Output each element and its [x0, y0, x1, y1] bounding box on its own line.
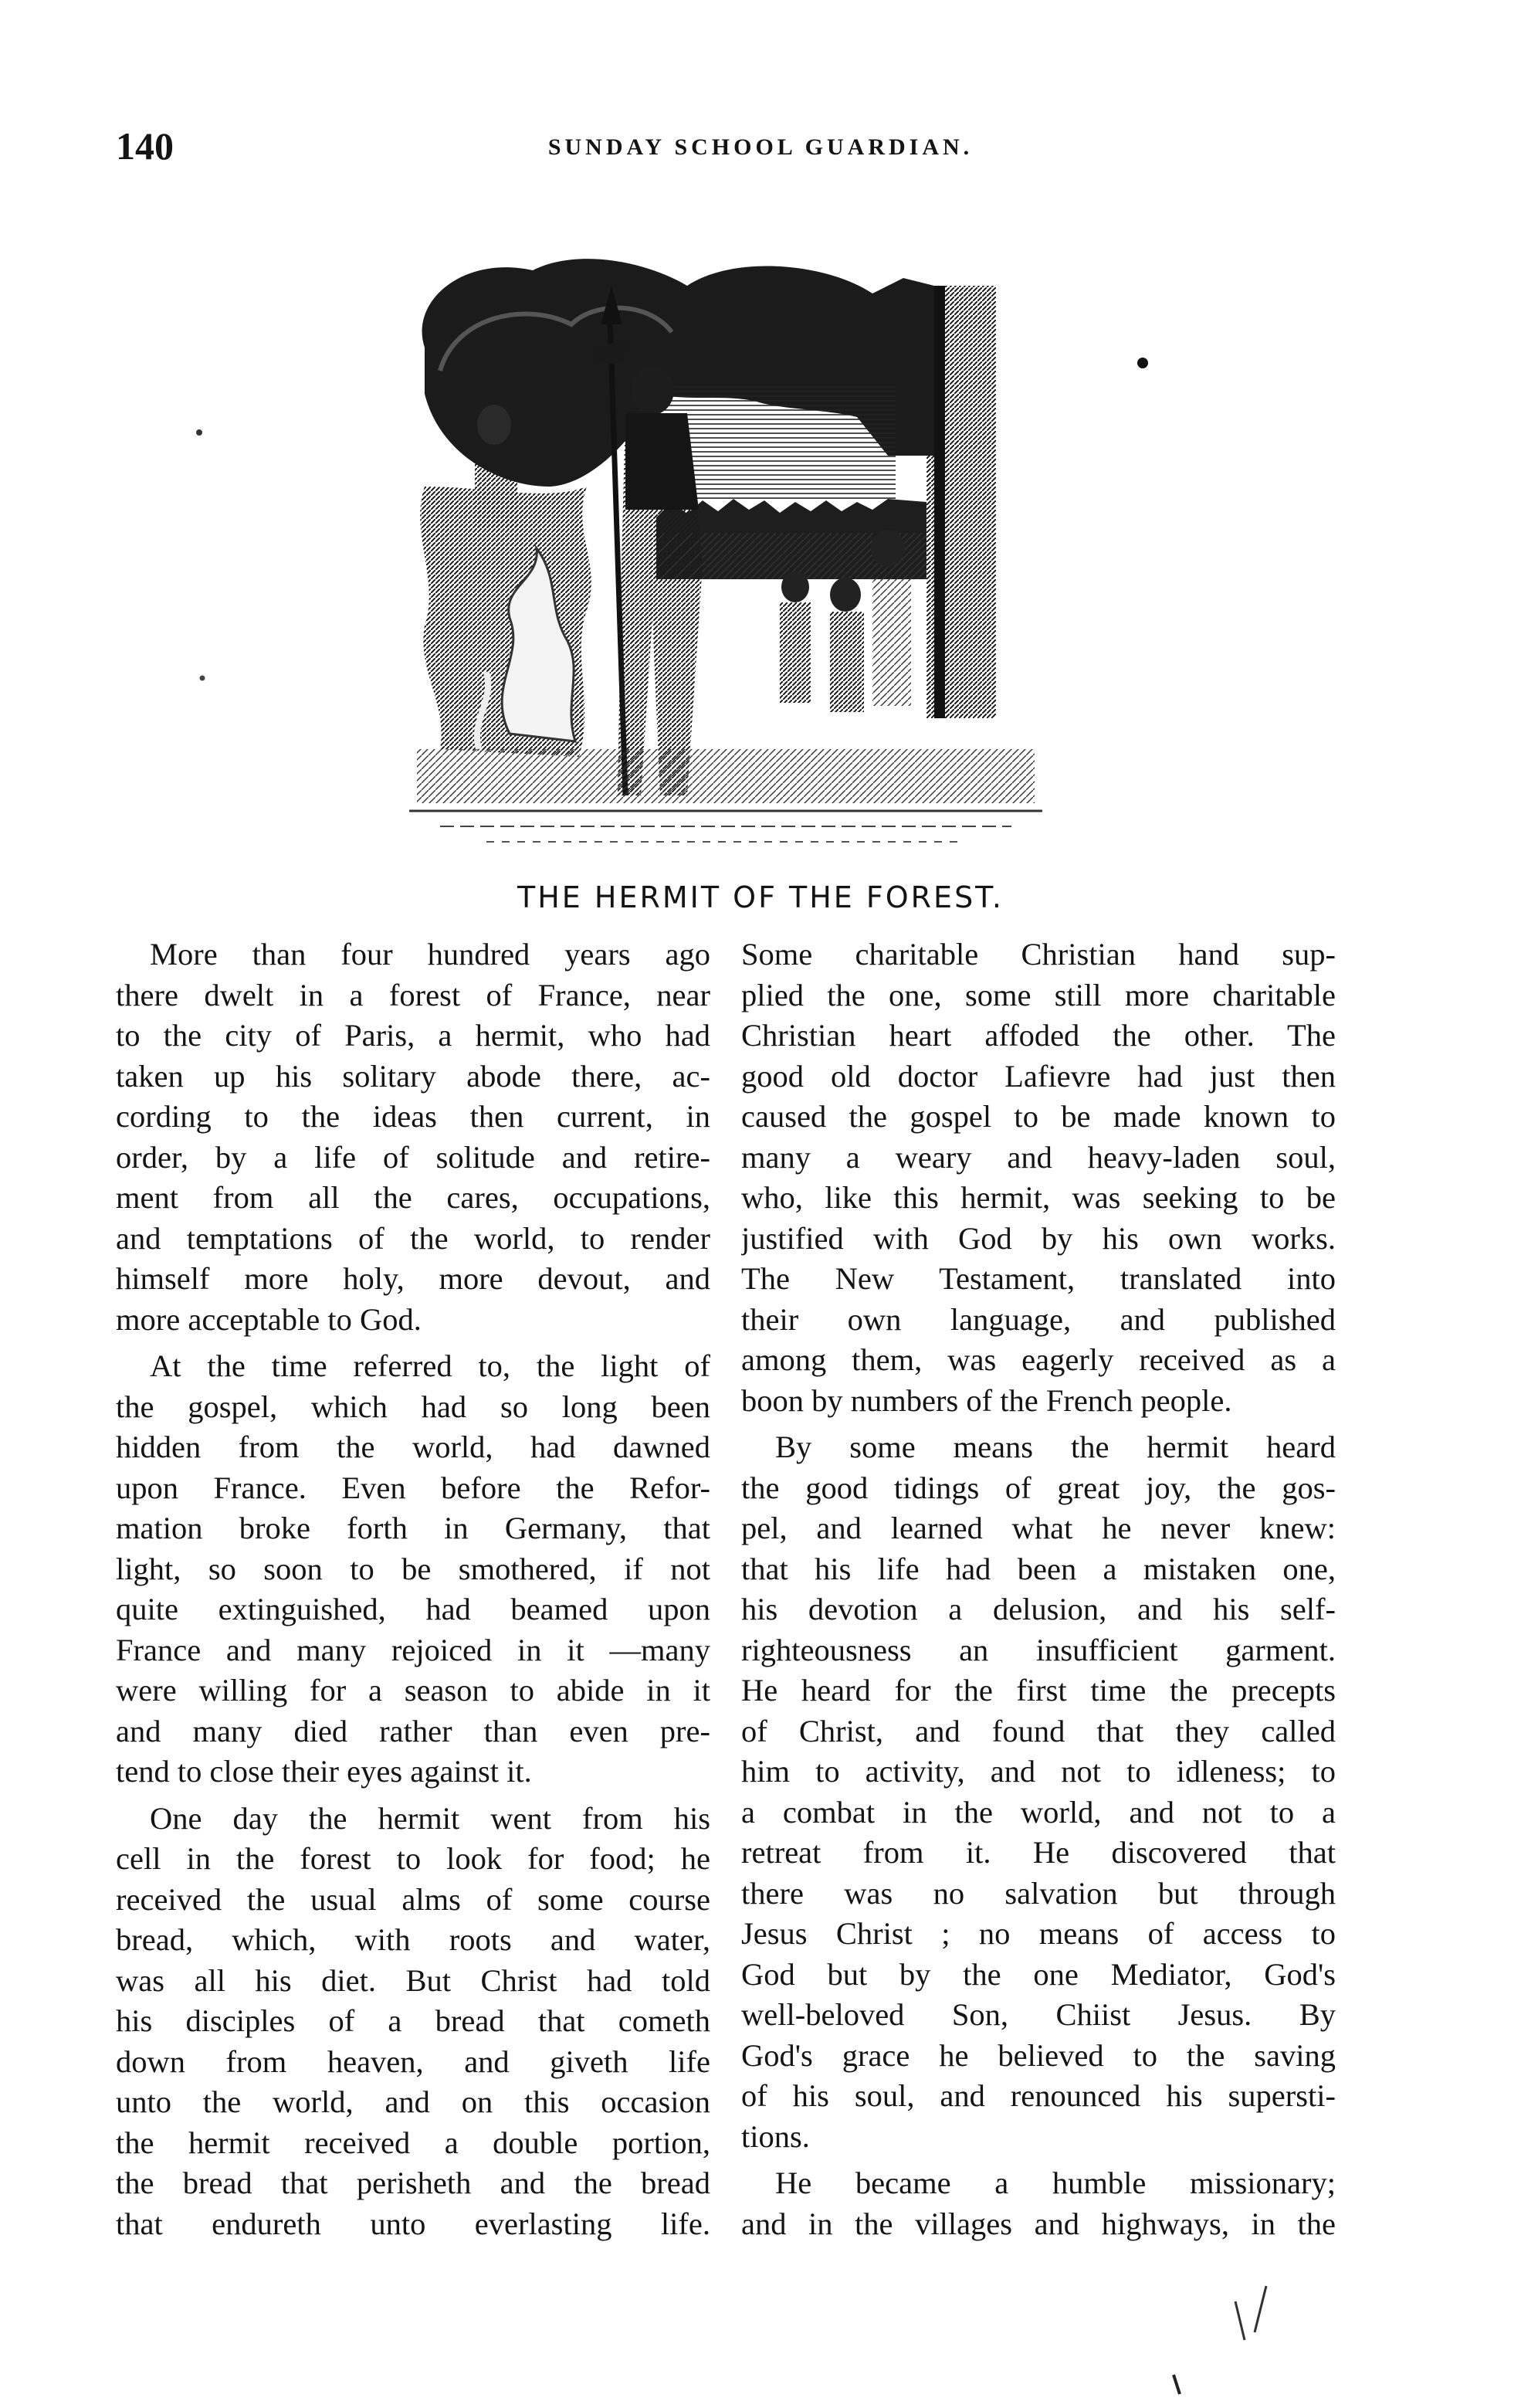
text-line: light, so soon to be smothered, if not	[116, 1551, 710, 1586]
text-line: upon France. Even before the Refor-	[116, 1470, 710, 1505]
text-line: the bread that perisheth and the bread	[116, 2166, 710, 2200]
text-line: and many died rather than even pre-	[116, 1713, 710, 1748]
text-line: good old doctor Lafievre had just then	[741, 1058, 1336, 1094]
text-line: God but by the one Mediator, God's	[741, 1956, 1336, 1992]
text-line: the hermit received a double portion,	[116, 2125, 710, 2160]
engraving-illustration	[394, 255, 1065, 865]
text-line: bread, which, with roots and water,	[116, 1922, 710, 1957]
text-line: unto the world, and on this occasion	[116, 2084, 710, 2119]
right-column	[741, 934, 1336, 2244]
text-line: of his soul, and renounced his supersti-	[741, 2078, 1336, 2113]
text-line: God's grace he believed to the saving	[741, 2037, 1336, 2073]
text-line: The New Testament, translated into	[741, 1261, 1336, 1296]
text-line: He became a humble missionary;	[775, 2166, 1336, 2200]
text-line: there dwelt in a forest of France, near	[116, 977, 710, 1012]
text-line: his disciples of a bread that cometh	[116, 2003, 710, 2038]
text-line: France and many rejoiced in it —many	[116, 1632, 710, 1667]
text-line: pel, and learned what he never knew:	[741, 1511, 1336, 1545]
text-line: him to activity, and not to idleness; to	[741, 1754, 1336, 1789]
text-line: well-beloved Son, Chiist Jesus. By	[741, 1997, 1336, 2032]
text-line: plied the one, some still more charitable	[741, 977, 1336, 1012]
text-line: that his life had been a mistaken one,	[741, 1551, 1336, 1586]
text-line: his devotion a delusion, and his self-	[741, 1592, 1336, 1626]
text-line: more acceptable to God.	[116, 1301, 422, 1337]
text-line: was all his diet. But Christ had told	[116, 1962, 710, 1998]
text-line: justified with God by his own works.	[741, 1220, 1336, 1256]
text-line: hidden from the world, had dawned	[116, 1430, 710, 1464]
text-line: the gospel, which had so long been	[116, 1389, 710, 1424]
text-line: there was no salvation but through	[741, 1875, 1336, 1911]
text-line: He heard for the first time the precepts	[741, 1673, 1336, 1708]
text-line: a combat in the world, and not to a	[741, 1794, 1336, 1830]
article-title: THE HERMIT OF THE FOREST.	[517, 880, 1004, 914]
text-line: of Christ, and found that they called	[741, 1713, 1336, 1748]
text-line: Some charitable Christian hand sup-	[741, 937, 1336, 972]
text-line: himself more holy, more devout, and	[116, 1261, 710, 1296]
journal-title: SUNDAY SCHOOL GUARDIAN.	[547, 134, 974, 160]
text-line: tions.	[741, 2118, 810, 2154]
text-line: righteousness an insufficient garment.	[741, 1632, 1336, 1667]
text-line: and temptations of the world, to render	[116, 1220, 710, 1256]
text-line: were willing for a season to abide in it	[116, 1673, 710, 1708]
text-line: cell in the forest to look for food; he	[116, 1841, 710, 1876]
text-line: to the city of Paris, a hermit, who had	[116, 1018, 710, 1053]
page-number: 140	[116, 124, 174, 168]
text-line: among them, was eagerly received as a	[741, 1342, 1336, 1377]
text-line: who, like this hermit, was seeking to be	[741, 1180, 1336, 1215]
text-line: quite extinguished, had beamed upon	[116, 1592, 710, 1626]
running-head	[116, 124, 1405, 178]
text-line: Jesus Christ ; no means of access to	[741, 1916, 1336, 1951]
text-line: caused the gospel to be made known to	[741, 1099, 1336, 1134]
text-line: By some means the hermit heard	[775, 1430, 1336, 1464]
left-column	[116, 934, 710, 2244]
text-line: tend to close their eyes against it.	[116, 1754, 532, 1789]
text-line: down from heaven, and giveth life	[116, 2043, 710, 2079]
text-line: the good tidings of great joy, the gos-	[741, 1470, 1336, 1505]
text-line: order, by a life of solitude and retire-	[116, 1139, 710, 1175]
text-line: ment from all the cares, occupations,	[116, 1180, 710, 1215]
text-line: mation broke forth in Germany, that	[116, 1511, 710, 1545]
text-line: taken up his solitary abode there, ac-	[116, 1058, 710, 1094]
text-line: that endureth unto everlasting life.	[116, 2206, 710, 2241]
text-line: boon by numbers of the French people.	[741, 1382, 1232, 1418]
ground	[417, 749, 1035, 803]
text-line: At the time referred to, the light of	[150, 1348, 710, 1383]
text-line: received the usual alms of some course	[116, 1881, 710, 1917]
text-line: their own language, and published	[741, 1301, 1336, 1337]
text-line: cording to the ideas then current, in	[116, 1099, 710, 1134]
text-line: One day the hermit went from his	[150, 1800, 710, 1836]
soldier-head	[631, 365, 674, 415]
text-line: More than four hundred years ago	[150, 937, 710, 972]
text-line: retreat from it. He discovered that	[741, 1835, 1336, 1870]
sky-band	[664, 386, 896, 502]
text-line: many a weary and heavy-laden soul,	[741, 1139, 1336, 1175]
text-line: and in the villages and highways, in the	[741, 2206, 1336, 2241]
text-line: Christian heart affoded the other. The	[741, 1018, 1336, 1053]
